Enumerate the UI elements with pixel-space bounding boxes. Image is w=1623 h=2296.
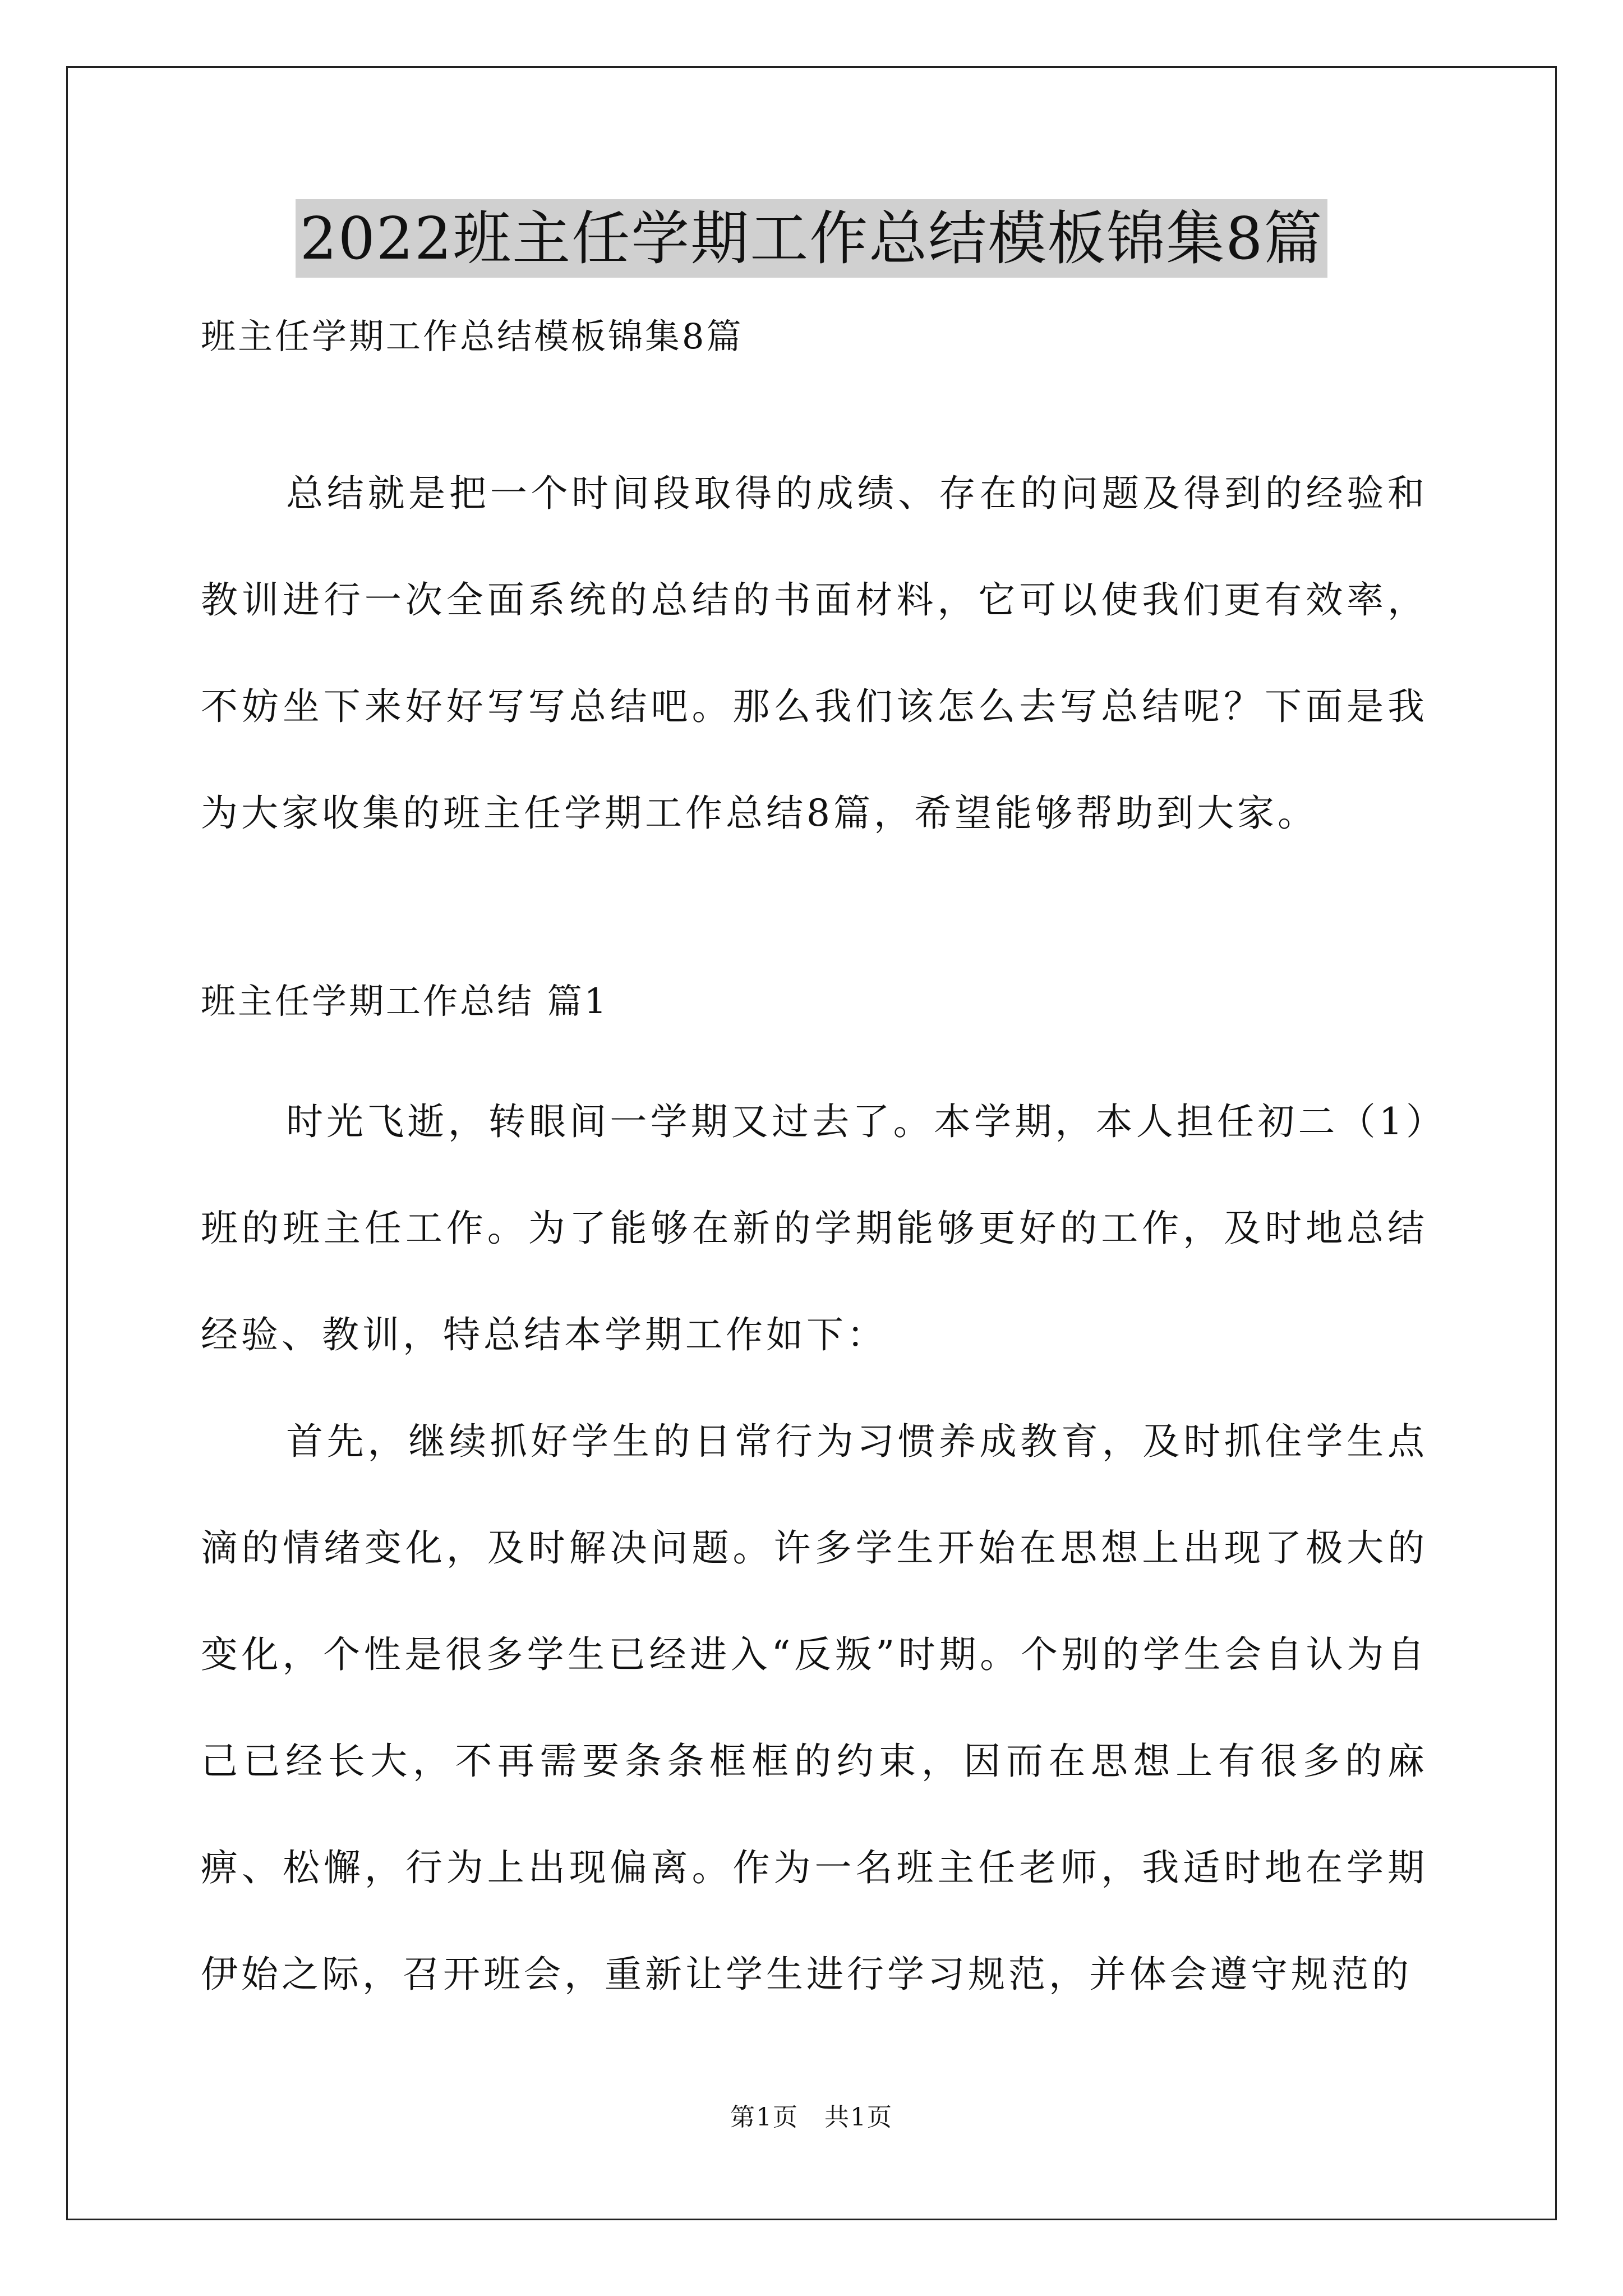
body-paragraph: 时光飞逝，转眼间一学期又过去了。本学期，本人担任初二（1）班的班主任工作。为了能够在新的学期能够更好的工作，及时地总结经验、教训，特总结本学期工作如下： xyxy=(201,1100,1428,1356)
intro-paragraph: 总结就是把一个时间段取得的成绩、存在的问题及得到的经验和教训进行一次全面系统的总结的书面材料，它可以使我们更有效率，不妨坐下来好好写写总结吧。那么我们该怎么去写总结呢？下面是我为大家收集的班主任学期工作总结8篇，希望能够帮助到大家。 xyxy=(201,472,1428,835)
section-heading: 班主任学期工作总结 篇1 xyxy=(201,981,609,1022)
document-title: 2022班主任学期工作总结模板锦集8篇 xyxy=(296,199,1328,278)
body-paragraph: 首先，继续抓好学生的日常行为习惯养成教育，及时抓住学生点滴的情绪变化，及时解决问题。许多学生开始在思想上出现了极大的变化，个性是很多学生已经进入“反叛”时期。个别的学生会自认为自己已经长大，不再需要条条框框的约束，因而在思想上有很多的麻痹、松懈，行为上出现偏离。作为一名班主任老师，我适时地在学期伊始之际，召开班会，重新让学生进行学习规范，并体会遵守规范的 xyxy=(201,1420,1428,1996)
title-container xyxy=(0,199,1623,278)
page-footer: 第1页 共1页 xyxy=(730,2103,893,2132)
document-subtitle: 班主任学期工作总结模板锦集8篇 xyxy=(201,316,744,357)
